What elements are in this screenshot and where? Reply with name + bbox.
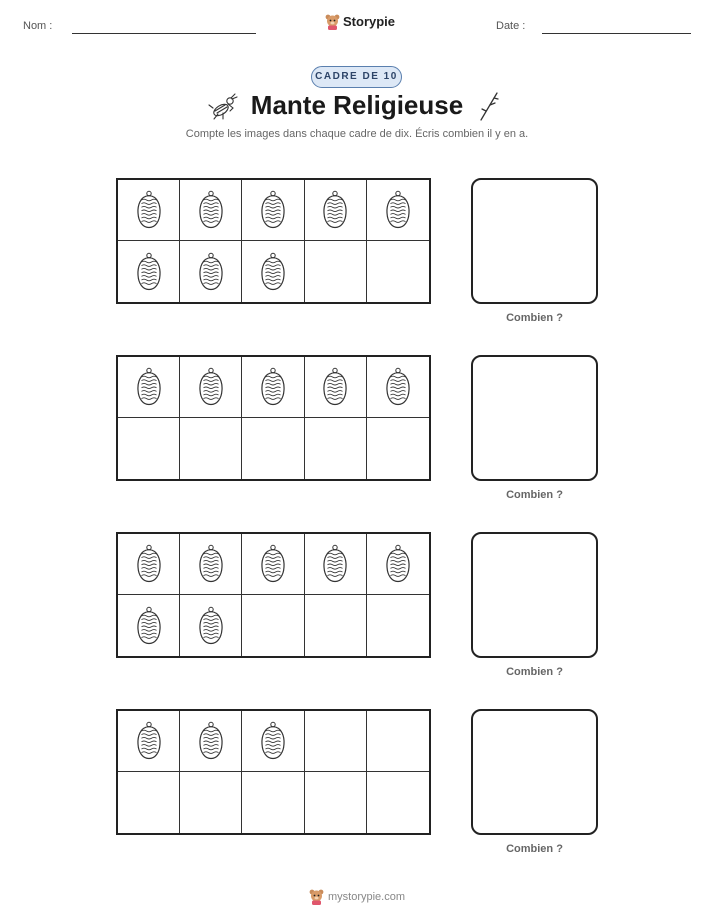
egg-case-icon [260,367,286,407]
instructions: Compte les images dans chaque cadre de dix. Écris combien il y en a. [185,128,529,140]
egg-case-icon [136,367,162,407]
stick-icon [476,90,502,122]
answer-box[interactable] [471,532,598,658]
footer [309,888,405,905]
footer-url: mystorypie.com [328,890,406,903]
egg-case-icon [385,190,411,230]
bear-logo-icon [309,888,324,905]
egg-case-icon [385,544,411,584]
ten-frame-cell [180,180,242,241]
ten-frame-cell [180,241,242,302]
ten-frame-cell [180,772,242,833]
ten-frame [116,355,431,481]
ten-frame-cell [305,772,367,833]
ten-frame [116,709,431,835]
answer-box[interactable] [471,355,598,481]
ten-frame-cell [367,418,429,479]
egg-case-icon [198,721,224,761]
ten-frame-cell [242,180,304,241]
egg-case-icon [260,252,286,292]
ten-frame-cell [305,534,367,595]
ten-frame-cell [242,595,304,656]
ten-frame-cell [305,595,367,656]
ten-frame-cell [367,711,429,772]
egg-case-icon [136,606,162,646]
brand-logo [325,13,395,30]
name-label: Nom : [23,20,53,32]
date-line[interactable] [542,33,691,34]
egg-case-icon [260,721,286,761]
egg-case-icon [198,544,224,584]
ten-frame-cell [367,357,429,418]
egg-case-icon [136,721,162,761]
answer-label: Combien ? [506,312,563,324]
egg-case-icon [136,252,162,292]
ten-frame-cell [180,711,242,772]
ten-frame-cell [242,241,304,302]
ten-frame-cell [180,595,242,656]
egg-case-icon [322,367,348,407]
ten-frame-cell [367,180,429,241]
egg-case-icon [385,367,411,407]
answer-label: Combien ? [506,843,563,855]
ten-frame [116,532,431,658]
ten-frame-cell [118,241,180,302]
answer-box[interactable] [471,178,598,304]
ten-frame-cell [180,357,242,418]
egg-case-icon [322,544,348,584]
answer-label: Combien ? [506,666,563,678]
ten-frame [116,178,431,304]
ten-frame-cell [305,418,367,479]
ten-frame-cell [367,772,429,833]
date-label: Date : [496,20,526,32]
ten-frame-cell [180,534,242,595]
bear-logo-icon [325,13,340,30]
ten-frame-cell [118,711,180,772]
egg-case-icon [136,190,162,230]
answer-box[interactable] [471,709,598,835]
egg-case-icon [136,544,162,584]
ten-frame-cell [242,711,304,772]
ten-frame-cell [242,418,304,479]
egg-case-icon [198,367,224,407]
name-line[interactable] [72,33,256,34]
egg-case-icon [198,606,224,646]
ten-frame-cell [305,180,367,241]
ten-frame-cell [367,534,429,595]
ten-frame-cell [180,418,242,479]
ten-frame-cell [305,357,367,418]
ten-frame-cell [242,772,304,833]
ten-frame-cell [118,357,180,418]
egg-case-icon [322,190,348,230]
ten-frame-cell [118,595,180,656]
page-title: Mante Religieuse [250,90,464,120]
egg-case-icon [198,252,224,292]
ten-frame-cell [118,772,180,833]
ten-frame-cell [367,241,429,302]
brand-name: Storypie [343,14,396,29]
ten-frame-cell [242,534,304,595]
ten-frame-cell [367,595,429,656]
ten-frame-cell [305,711,367,772]
ten-frame-cell [118,418,180,479]
egg-case-icon [198,190,224,230]
egg-case-icon [260,190,286,230]
ten-frame-cell [118,180,180,241]
ten-frame-cell [305,241,367,302]
ten-frame-cell [118,534,180,595]
ten-frame-cell [242,357,304,418]
egg-case-icon [260,544,286,584]
category-badge: CADRE DE 10 [311,66,402,88]
answer-label: Combien ? [506,489,563,501]
